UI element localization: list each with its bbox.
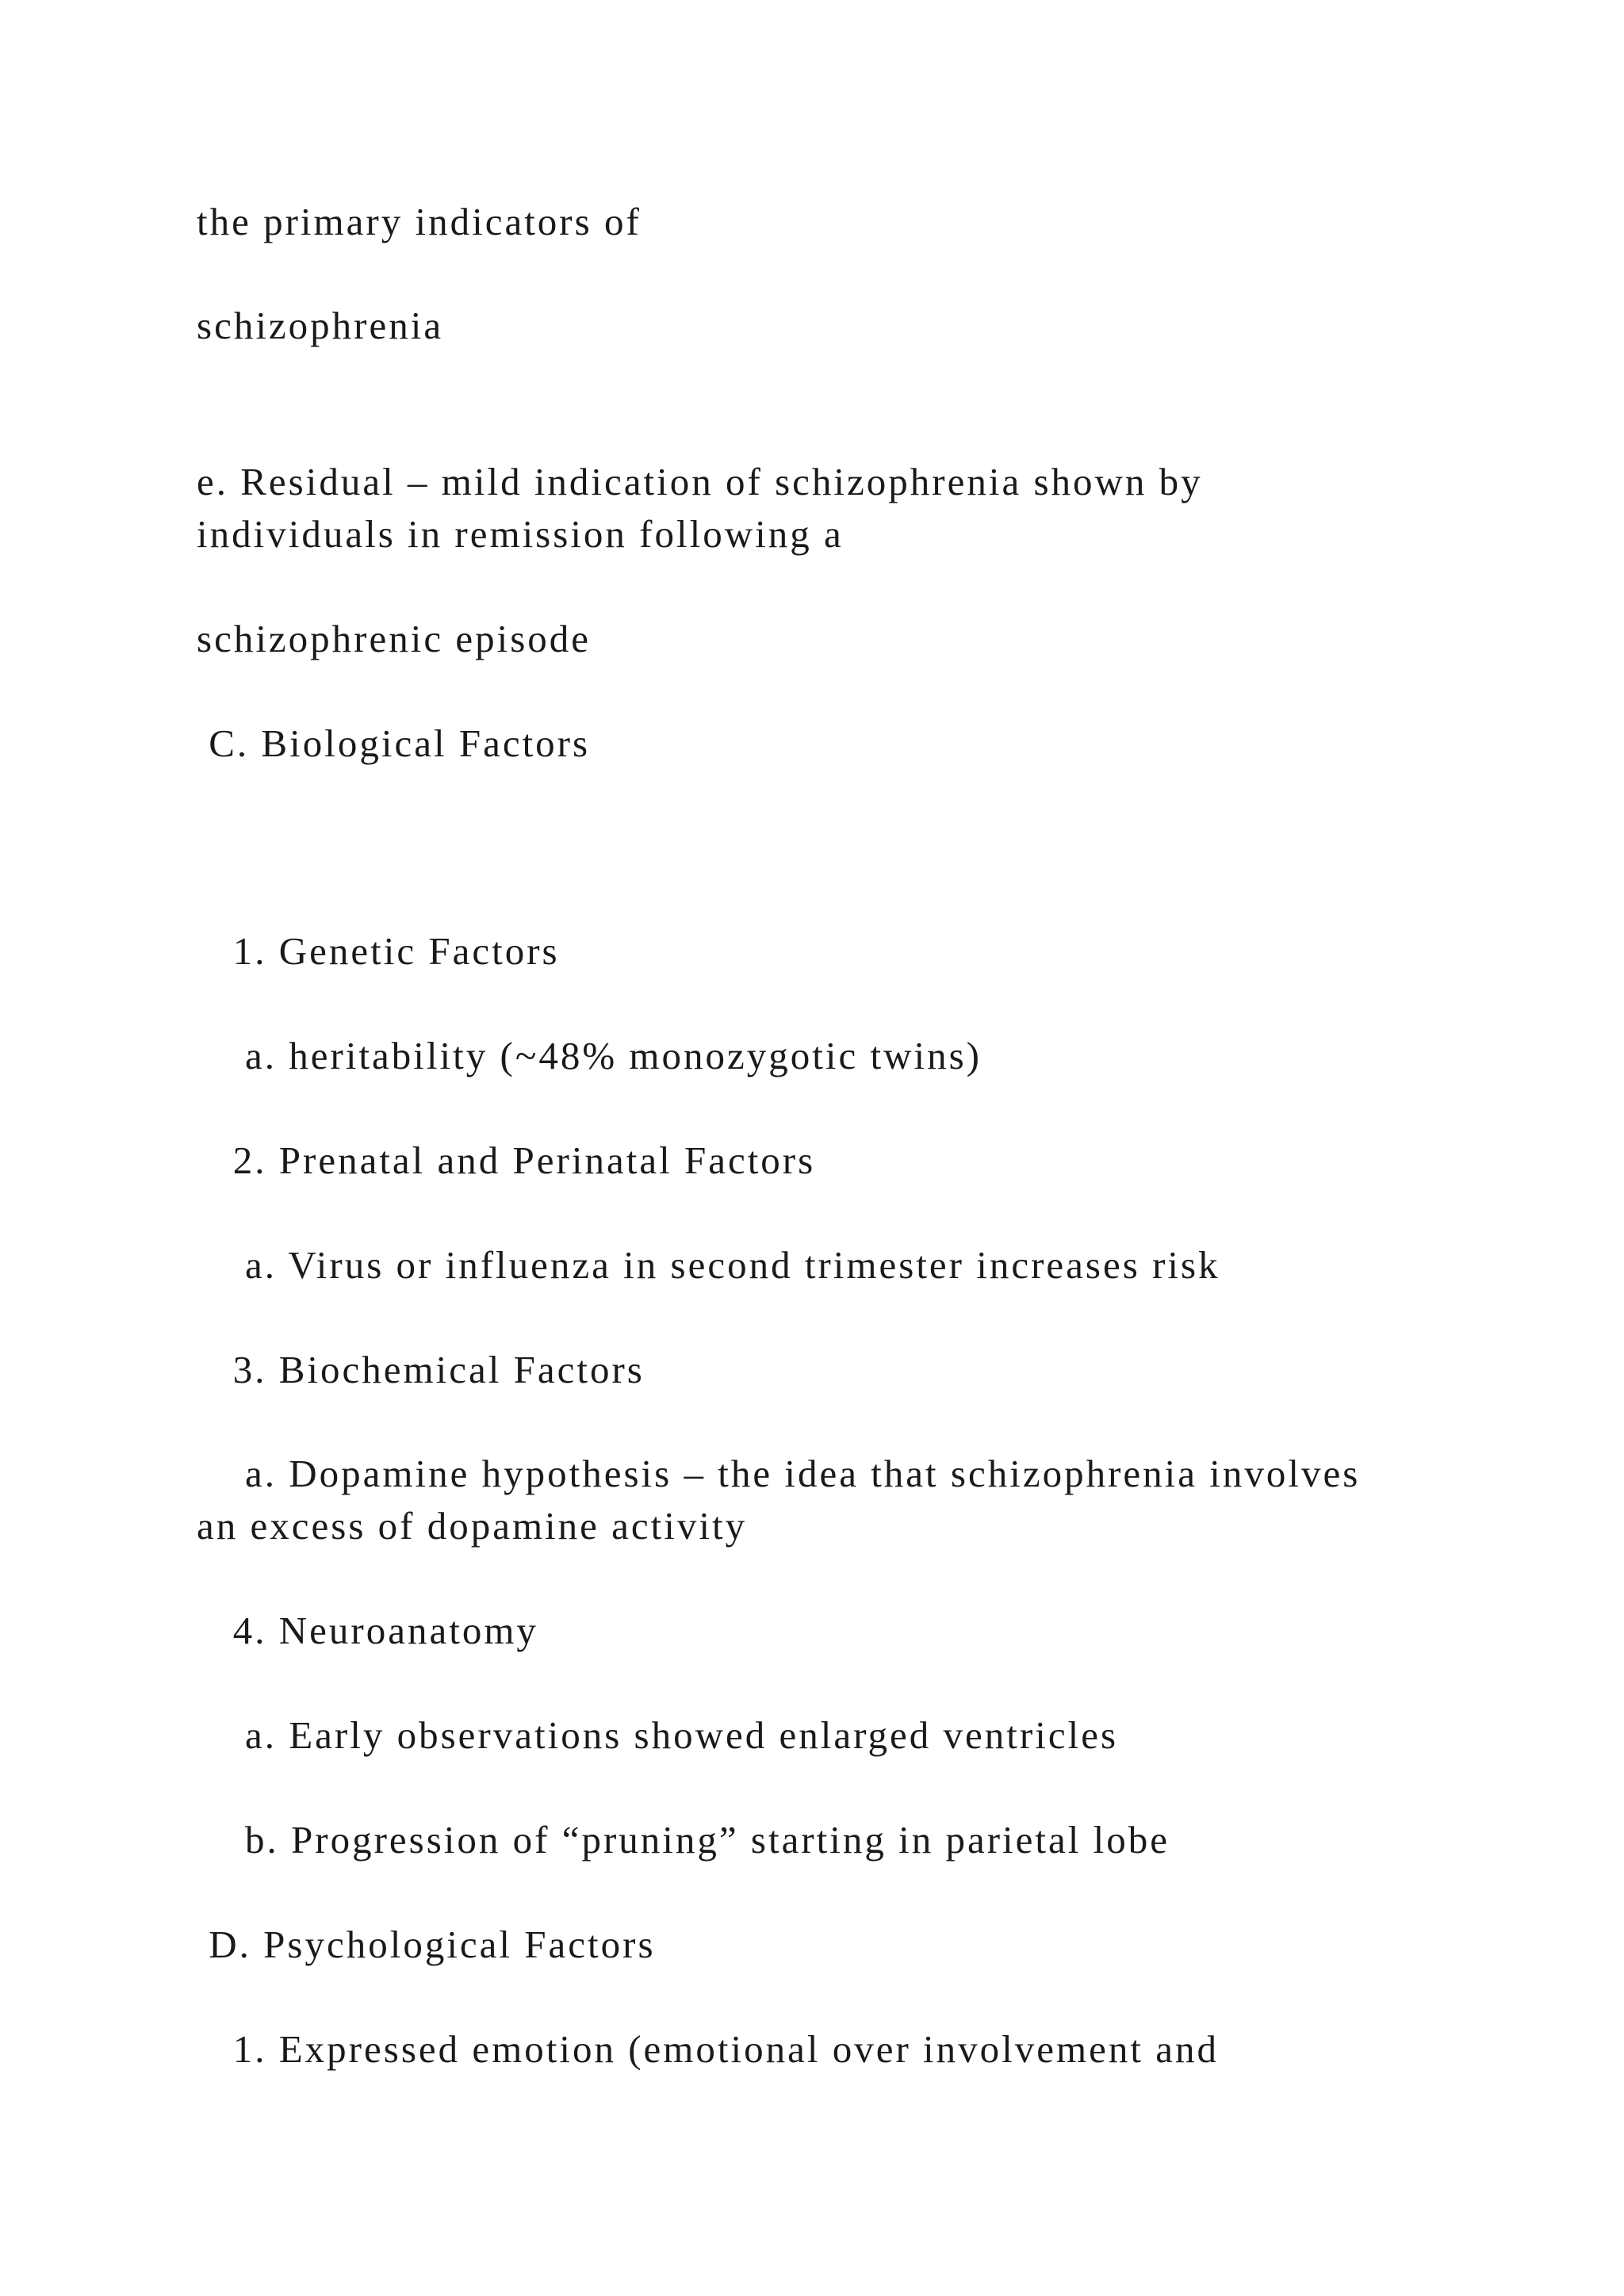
list-item: b. Progression of “pruning” starting in parietal lobe	[197, 1818, 1170, 1862]
text-line: schizophrenia	[197, 304, 444, 347]
list-item: a. Dopamine hypothesis – the idea that schizophrenia involves	[197, 1452, 1361, 1495]
list-item: a. Early observations showed enlarged ventricles	[197, 1713, 1119, 1757]
list-item: a. Virus or influenza in second trimester increases risk	[197, 1243, 1220, 1287]
list-item: 4. Neuroanatomy	[197, 1609, 538, 1652]
list-item: 2. Prenatal and Perinatal Factors	[197, 1138, 816, 1182]
text-line: an excess of dopamine activity	[197, 1504, 748, 1548]
section-heading: D. Psychological Factors	[197, 1923, 656, 1966]
text-line: individuals in remission following a	[197, 512, 844, 556]
list-item: 3. Biochemical Factors	[197, 1348, 645, 1391]
list-item: a. heritability (~48% monozygotic twins)	[197, 1034, 982, 1077]
text-line: e. Residual – mild indication of schizophrenia shown by	[197, 460, 1203, 503]
list-item: 1. Genetic Factors	[197, 929, 560, 973]
section-heading: C. Biological Factors	[197, 721, 591, 765]
list-item: 1. Expressed emotion (emotional over involvement and	[197, 2027, 1220, 2071]
text-line: schizophrenic episode	[197, 617, 592, 660]
text-line: the primary indicators of	[197, 200, 642, 243]
